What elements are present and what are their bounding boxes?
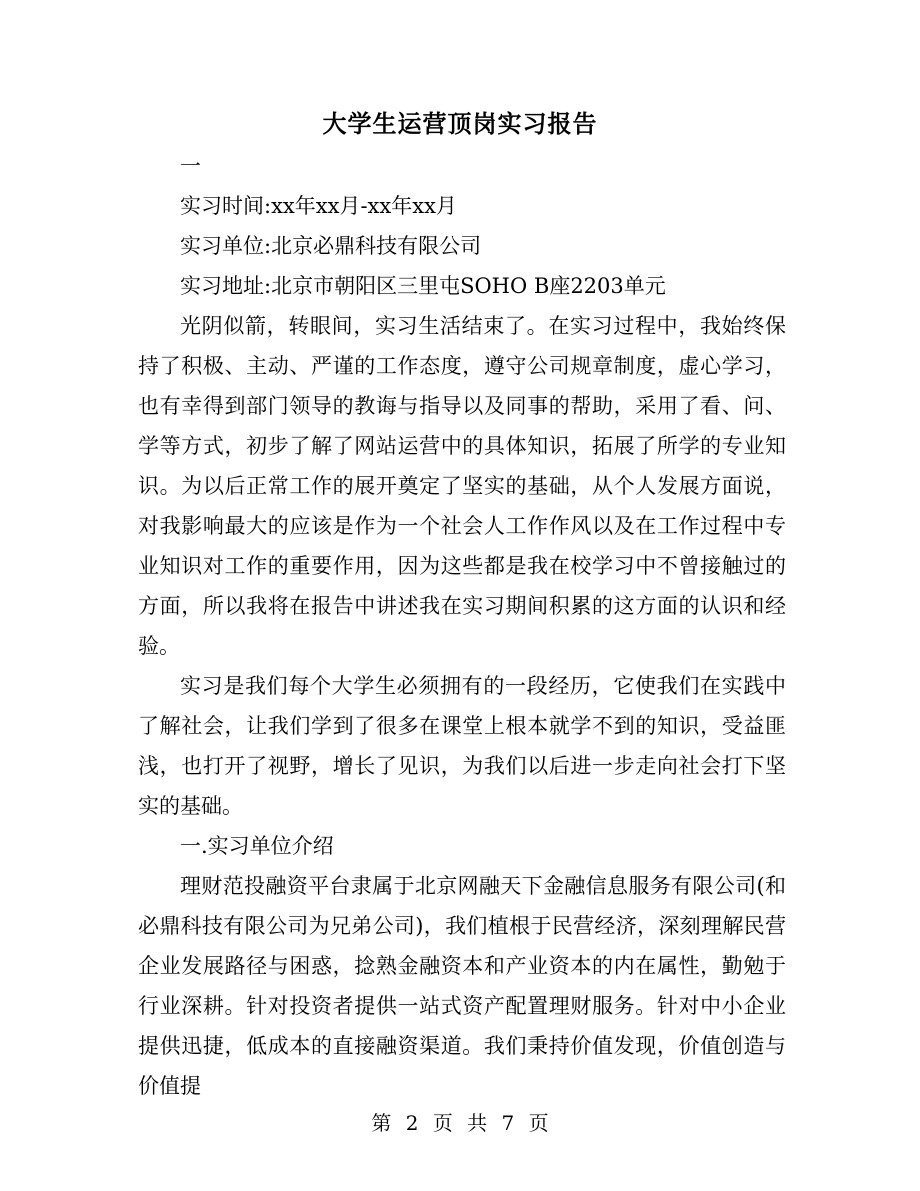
- document-title: 大学生运营顶岗实习报告: [322, 109, 598, 138]
- body-paragraph: 实习是我们每个大学生必须拥有的一段经历，它使我们在实践中了解社会，让我们学到了很多在课堂上根本就学不到的知识，受益匪浅，也打开了视野，增长了见识，为我们以后进一步走向社会打下坚实的基础。: [138, 674, 786, 818]
- document-body: [138, 146, 786, 1106]
- body-paragraph: 光阴似箭，转眼间，实习生活结束了。在实习过程中，我始终保持了积极、主动、严谨的工作态度，遵守公司规章制度，虚心学习，也有幸得到部门领导的教诲与指导以及同事的帮助，采用了看、问、学等方式，初步了解了网站运营中的具体知识，拓展了所学的专业知识。为以后正常工作的展开奠定了坚实的基础，从个人发展方面说，对我影响最大的应该是作为一个社会人工作作风以及在工作过程中专业知识对工作的重要作用，因为这些都是我在校学习中不曾接触过的方面，所以我将在报告中讲述我在实习期间积累的这方面的认识和经验。: [138, 314, 786, 658]
- internship-address: 实习地址:北京市朝阳区三里屯SOHO B座2203单元: [180, 274, 666, 298]
- body-paragraph: 理财范投融资平台隶属于北京网融天下金融信息服务有限公司(和必鼎科技有限公司为兄弟公司)，我们植根于民营经济，深刻理解民营企业发展路径与困惑，捻熟金融资本和产业资本的内在属性，勤勉于行业深耕。针对投资者提供一站式资产配置理财服务。针对中小企业提供迅捷，低成本的直接融资渠道。我们秉持价值发现，价值创造与价值提: [138, 874, 786, 1098]
- page-footer: 第 2 页 共 7 页: [371, 1111, 549, 1135]
- section-heading: 一.实习单位介绍: [180, 834, 334, 858]
- internship-company: 实习单位:北京必鼎科技有限公司: [180, 234, 482, 258]
- internship-time: 实习时间:xx年xx月-xx年xx月: [180, 194, 457, 218]
- section-number: 一: [180, 154, 201, 178]
